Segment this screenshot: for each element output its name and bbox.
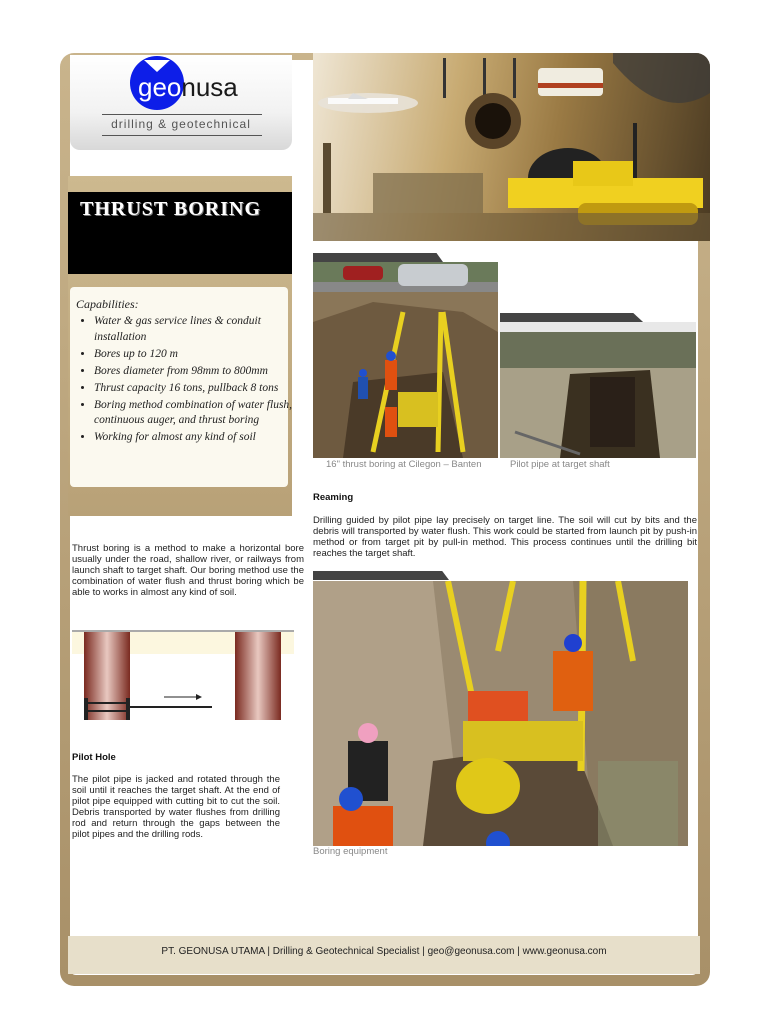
photo2-caption: Pilot pipe at target shaft xyxy=(510,459,610,470)
photo1-tab xyxy=(313,253,443,262)
logo-brand-part2: nusa xyxy=(181,72,238,102)
capability-item: • Bores diameter from 98mm to 800mm xyxy=(94,364,304,380)
capability-item: • Bores up to 120 m xyxy=(94,347,304,363)
logo-rule-top xyxy=(102,114,262,115)
pilot-hole-heading: Pilot Hole xyxy=(72,752,116,763)
reaming-paragraph: Drilling guided by pilot pipe lay precisely on target line. The soil will cut by bits and the debris will transported by water flush. This work could be started from launch pit by push-in method or from target pit by pull-in method. This process continues until the drilling bit reaches the target shaft. xyxy=(313,515,697,559)
logo-notch-icon xyxy=(144,60,170,72)
photo-target-shaft-image xyxy=(500,322,696,458)
thrust-boring-diagram xyxy=(72,630,294,725)
capability-item: • Working for almost any kind of soil xyxy=(94,430,304,446)
photo3-caption: Boring equipment xyxy=(313,846,388,857)
logo-rule-bottom xyxy=(102,135,262,136)
pilot-hole-paragraph: The pilot pipe is jacked and rotated through the soil until it reaches the target shaft. At the end of pilot pipe equipped with cutting bit to cut the soil. Debris transported by water flushes from drilling rod and return through the gaps between the pilot pipes and the drilling rods. xyxy=(72,774,280,840)
reaming-heading: Reaming xyxy=(313,492,354,503)
page-title: THRUST BORING xyxy=(80,198,262,220)
capabilities-heading: Capabilities: xyxy=(76,297,139,311)
intro-paragraph: Thrust boring is a method to make a horizontal bore usually under the road, shallow river, or railways from launch shaft to target shaft. Our boring method use the combination of water flush and thrust boring which be able to works in almost any kind of soil. xyxy=(72,543,304,598)
capability-item: • Boring method combination of water flush, continuous auger, and thrust boring xyxy=(94,398,304,429)
logo-wordmark xyxy=(138,72,238,103)
photo-launch-shaft-image xyxy=(313,262,498,458)
logo-tagline: drilling & geotechnical xyxy=(111,117,251,131)
hero-collage-image xyxy=(313,53,710,241)
capability-item: • Water & gas service lines & conduit installation xyxy=(94,314,304,345)
capabilities-list xyxy=(74,314,304,447)
logo-brand-part1: geo xyxy=(138,72,182,102)
photo-boring-equipment-image xyxy=(313,581,688,846)
capability-item: • Thrust capacity 16 tons, pullback 8 tons xyxy=(94,381,304,397)
footer-contact: PT. GEONUSA UTAMA | Drilling & Geotechnical Specialist | geo@geonusa.com | www.geonusa.com xyxy=(161,946,607,957)
photo3-tab xyxy=(313,571,449,580)
photo1-caption: 16" thrust boring at Cilegon – Banten xyxy=(326,459,482,470)
